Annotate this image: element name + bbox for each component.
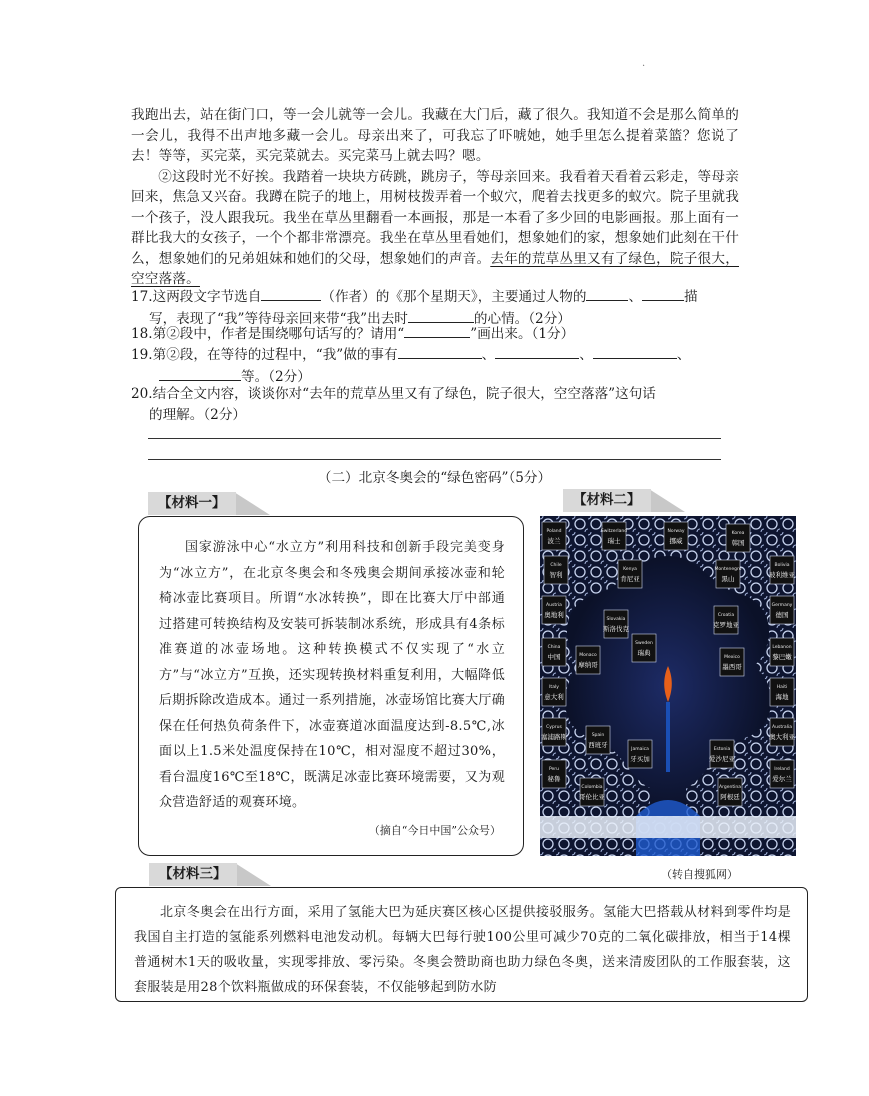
country-placard-zh: 玻利维亚: [769, 571, 795, 579]
q19-sep-3: 、: [676, 347, 691, 363]
country-placard-zh: 瑞士: [607, 537, 621, 545]
q18-text-a: 18.第②段中，作者是围绕哪句话写的？请用“: [131, 326, 405, 342]
country-placard-en: Switzerland: [600, 529, 628, 534]
country-placard-zh: 摩纳哥: [578, 661, 598, 669]
poster-illustration: [540, 516, 796, 856]
q17-text-f: 的心情。（2分）: [473, 310, 571, 327]
country-placard-en: Norway: [667, 529, 685, 534]
country-placard-en: Australia: [772, 725, 792, 730]
material3-body: 北京冬奥会在出行方面，采用了氢能大巴为延庆赛区核心区提供接驳服务。氢能大巴搭载从材料到零件均是我国自主打造的氢能系列燃料电池发动机。每辆大巴每行驶100公里可减少70克的二氧化碳排放，相当于14棵普通树木1天的吸收量，实现零排放、零污染。冬奥会赞助商也助力绿色冬奥，送来清废团队的工作服套装，这套服装是用28个饮料瓶做成的环保套装，不仅能够起到防水防: [134, 905, 791, 995]
q17-text-e: 写，表现了“我”等待母亲回来带“我”出去时: [149, 310, 408, 327]
country-placard-en: Sweden: [635, 641, 653, 646]
country-placard-zh: 哥伦比亚: [579, 793, 605, 801]
q18-blank[interactable]: [404, 323, 470, 338]
country-placard-zh: 意大利: [544, 693, 564, 701]
snowflake-placard-poster: [540, 516, 796, 856]
q20-text-a: 20.结合全文内容，谈谈你对“去年的荒草丛里又有了绿色，院子很大，空空落落”这句话: [131, 386, 656, 402]
country-placard: [770, 596, 794, 624]
country-placard-zh: 瑞典: [637, 649, 651, 657]
country-placard-en: Kenya: [623, 567, 637, 572]
country-placard: [632, 634, 656, 662]
question-20: [131, 384, 741, 425]
country-placard-en: Croatia: [717, 613, 735, 618]
country-placard: [770, 678, 794, 706]
country-placard: [770, 718, 794, 746]
country-placard-zh: 海地: [775, 693, 789, 701]
country-placard-en: Korea: [731, 531, 745, 536]
country-placard-en: Bolivia: [774, 563, 790, 568]
question-19: [131, 344, 741, 387]
country-placard-zh: 挪威: [669, 537, 683, 545]
q19-blank-3[interactable]: [593, 344, 677, 359]
country-placard-en: Italy: [549, 685, 559, 690]
country-placard-zh: 奥地利: [544, 611, 564, 619]
country-placard: [664, 522, 688, 550]
country-placard-zh: 塞浦路斯: [541, 733, 567, 741]
country-placard: [770, 556, 794, 584]
country-placard: [628, 740, 652, 768]
material2-tag: [563, 489, 687, 512]
country-placard-zh: 澳大利亚: [769, 733, 795, 741]
passage-paragraph-2-text: ②这段时光不好挨。我踏着一块块方砖跳，跳房子，等母亲回来。我看着天看着云彩走，等母亲回来，焦急又兴奋。我蹲在院子的地上，用树枝拨弄着一个蚁穴，爬着去找更多的蚁穴。院子里就我一个孩子，没人跟我玩。我坐在草丛里翻看一本画报，那是一本看了多少回的电影画报。那上面有一群比我大的女孩子，一个个都非常漂亮。我坐在草丛里看她们，想象她们的家，想象她们此刻在干什么，想象她们的兄弟姐妹和她们的父母，想象她们的声音。: [131, 168, 739, 267]
q18-text-b: ”画出来。（1分）: [470, 326, 575, 342]
material2-tag-label: 【材料二】: [563, 489, 651, 512]
q20-answer-line-2[interactable]: [148, 459, 721, 460]
q19-sep-1: 、: [481, 347, 496, 363]
country-placard: [726, 524, 750, 552]
country-placard: [618, 560, 642, 588]
country-placard-zh: 斯洛伐克: [603, 625, 629, 633]
torch-stem: [666, 702, 670, 772]
country-placard-en: Argentina: [719, 785, 741, 790]
q19-text-a: 19.第②段，在等待的过程中，“我”做的事有: [131, 347, 398, 363]
country-placard-zh: 西班牙: [588, 741, 608, 749]
country-placard: [770, 760, 794, 788]
material1-tag: [148, 492, 272, 515]
country-placard: [720, 648, 744, 676]
country-placard-zh: 波兰: [547, 537, 561, 545]
country-placard: [542, 678, 566, 706]
country-placard-en: Estonia: [713, 747, 731, 752]
country-placard-en: Mexico: [724, 655, 740, 660]
country-placard: [544, 556, 568, 584]
country-placard: [542, 718, 566, 746]
q19-blank-1[interactable]: [398, 344, 482, 359]
country-placard-zh: 肯尼亚: [620, 575, 640, 583]
country-placard: [716, 560, 740, 588]
country-placard-zh: 阿根廷: [720, 793, 740, 801]
passage-paragraph-1: 我跑出去，站在街门口，等一会儿就等一会儿。我藏在大门后，藏了很久。我知道不会是那么简单的一会儿，我得不出声地多藏一会儿。母亲出来了，可我忘了吓唬她，她手里怎么提着菜篮？您说了去！等等，买完菜，买完菜就去。买完菜马上就去吗？嗯。: [131, 107, 739, 164]
tag-tail-shape: [235, 863, 271, 886]
country-placard: [586, 726, 610, 754]
material1-source: （摘自“今日中国”公众号）: [368, 823, 501, 837]
country-placard-en: Peru: [548, 767, 560, 772]
material1-tag-label: 【材料一】: [148, 492, 236, 515]
country-placard: [576, 646, 600, 674]
section-title: （二）北京冬奥会的“绿色密码”（5分）: [317, 470, 552, 486]
country-placard-en: Austria: [546, 603, 562, 608]
country-placard: [542, 760, 566, 788]
country-placard-en: Spain: [591, 733, 605, 738]
country-placard-zh: 智利: [549, 571, 563, 579]
country-placard-en: Germany: [771, 603, 793, 608]
country-placard-en: China: [547, 645, 561, 650]
question-18: [131, 323, 741, 345]
country-placard-zh: 黑山: [721, 575, 735, 583]
material2-source: （转自搜狐网）: [661, 868, 738, 881]
country-placard-zh: 黎巴嫩: [772, 653, 792, 661]
country-placard-en: Montenegro: [714, 567, 742, 572]
q19-blank-4[interactable]: [159, 366, 241, 381]
q17-author-blank[interactable]: [261, 286, 321, 301]
q17-text-c: 、: [628, 289, 643, 305]
country-placard-en: Ireland: [774, 767, 790, 772]
country-placard: [714, 606, 738, 634]
country-placard-zh: 中国: [547, 653, 561, 661]
country-placard: [602, 522, 626, 550]
passage-underlined-sentence: 去年的荒草丛里又有了绿色，院子很大，空空落落。: [131, 250, 739, 287]
country-placard-zh: 牙买加: [630, 755, 650, 763]
q17-blank-1[interactable]: [586, 286, 628, 301]
passage-paragraph-2: [131, 167, 739, 290]
country-placard-en: Poland: [546, 529, 562, 534]
tag-tail-shape: [234, 492, 270, 515]
country-placard: [542, 596, 566, 624]
country-placard-zh: 克罗地亚: [713, 621, 739, 629]
q17-blank-2[interactable]: [642, 286, 684, 301]
country-placard: [580, 778, 604, 806]
country-placard-en: Slovakia: [606, 617, 626, 622]
country-placard: [710, 740, 734, 768]
material1-card: [138, 516, 524, 856]
ice-ground: [540, 816, 796, 838]
country-placard-zh: 秘鲁: [547, 775, 561, 783]
material3-tag: [149, 863, 273, 886]
tag-tail-shape: [649, 489, 685, 512]
material3-card: [115, 887, 808, 1002]
country-placard-zh: 爱沙尼亚: [709, 755, 735, 763]
country-placard: [542, 522, 566, 550]
q20-text-b: 的理解。（2分）: [149, 406, 247, 423]
material3-tag-label: 【材料三】: [149, 863, 237, 886]
header-mark: .: [642, 58, 646, 69]
country-placard-en: Haiti: [776, 685, 788, 690]
q17-text-b: （作者）的《那个星期天》，主要通过人物的: [321, 289, 587, 305]
q17-blank-3[interactable]: [408, 308, 474, 323]
country-placard: [718, 778, 742, 806]
country-placard-en: Lebanon: [772, 645, 792, 650]
country-placard-en: Chile: [550, 563, 562, 568]
q19-sep-2: 、: [579, 347, 593, 363]
country-placard: [542, 638, 566, 666]
material1-body: 国家游泳中心“水立方”利用科技和创新手段完美变身为“冰立方”，在北京冬奥会和冬残奥会期间承接冰壶和轮椅冰壶比赛项目。所谓“水冰转换”，即在比赛大厅中部通过搭建可转换结构及安装可拆装制冰系统，形成具有4条标准赛道的冰壶场地。这种转换模式不仅实现了“水立方”与“冰立方”互换，还实现转换材料重复利用，大幅降低后期拆除改造成本。通过一系列措施，冰壶场馆比赛大厅确保在任何热负荷条件下，冰壶赛道冰面温度达到-8.5℃,冰面以上1.5米处温度保持在10℃，相对湿度不超过30%，看台温度16℃至18℃，既满足冰壶比赛环境需要，又为观众营造舒适的观赛环境。: [159, 540, 505, 810]
country-placard-en: Jamaica: [631, 747, 649, 752]
q20-answer-line-1[interactable]: [148, 438, 721, 439]
country-placard-zh: 韩国: [731, 539, 745, 547]
q17-text-d: 描: [684, 289, 698, 305]
q19-text-b: 等。（2分）: [241, 368, 311, 385]
country-placard-zh: 爱尔兰: [772, 775, 792, 783]
country-placard-zh: 德国: [775, 611, 789, 619]
country-placard-en: Monaco: [579, 653, 597, 658]
country-placard: [604, 610, 628, 638]
country-placard-zh: 墨西哥: [722, 663, 742, 671]
passage: [131, 105, 739, 290]
q19-blank-2[interactable]: [495, 344, 579, 359]
country-placard-en: Cyprus: [546, 725, 562, 730]
country-placard-en: Colombia: [581, 785, 603, 790]
q17-text-a: 17.这两段文字节选自: [131, 289, 262, 305]
country-placard: [770, 638, 794, 666]
